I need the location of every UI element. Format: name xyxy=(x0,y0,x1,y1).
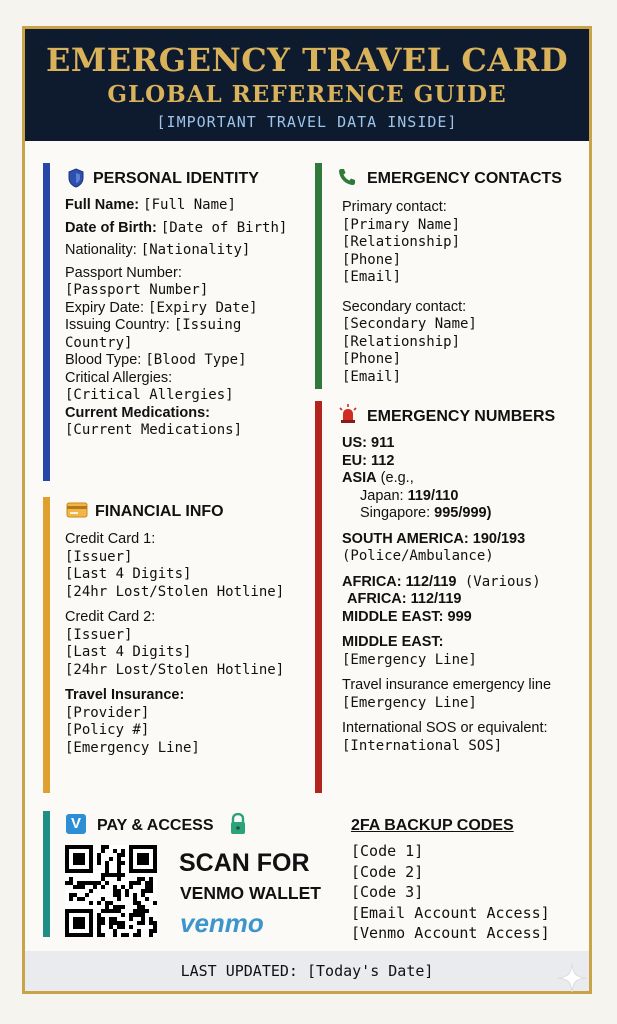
cc1-label: Credit Card 1: xyxy=(65,531,156,547)
numbers-bar xyxy=(315,401,322,793)
card-title: EMERGENCY TRAVEL CARD xyxy=(45,41,569,79)
japan-value: 119/110 xyxy=(407,487,459,504)
passport-value: [Passport Number] xyxy=(65,282,209,298)
issuing-value: [Issuing xyxy=(173,317,242,333)
scan-for-label: SCAN FOR xyxy=(179,849,310,877)
travel-card xyxy=(22,26,592,994)
dob-label: Date of Birth: xyxy=(65,219,157,236)
backup-codes-section xyxy=(347,811,587,941)
primary-phone: [Phone] xyxy=(342,251,402,268)
cc1-hotline: [24hr Lost/Stolen Hotline] xyxy=(65,583,285,600)
expiry-row xyxy=(65,300,287,318)
africa-number-2: AFRICA: 112/119 xyxy=(347,591,462,607)
japan-row xyxy=(342,488,551,506)
number-us: US: 911 xyxy=(342,435,395,451)
cc2-digits: [Last 4 Digits] xyxy=(65,644,192,660)
shield-icon xyxy=(67,168,85,188)
cc2-issuer: [Issuer] xyxy=(65,626,133,643)
insurance-emergency-line: [Emergency Line] xyxy=(342,694,477,711)
lock-icon xyxy=(229,813,247,835)
financial-fields xyxy=(65,531,284,757)
dob-row xyxy=(65,220,287,238)
primary-contact-label: Primary contact: xyxy=(342,199,447,215)
card-tagline: [IMPORTANT TRAVEL DATA INSIDE] xyxy=(156,113,458,131)
asia-eg: (e.g., xyxy=(376,470,414,486)
number-eu: EU: 112 xyxy=(342,452,395,469)
personal-identity-section xyxy=(43,163,303,481)
blood-value: [Blood Type] xyxy=(145,352,247,368)
insurance-provider: [Provider] xyxy=(65,704,150,721)
pay-access-section xyxy=(43,811,333,937)
primary-relationship: [Relationship] xyxy=(342,234,461,250)
contacts-bar xyxy=(315,163,322,389)
backup-codes-list xyxy=(351,841,550,944)
number-south-america: SOUTH AMERICA: 190/193 xyxy=(342,530,526,547)
backup-email-access: [Email Account Access] xyxy=(351,903,550,922)
venmo-logo: venmo xyxy=(180,908,264,938)
full-name-row xyxy=(65,197,287,215)
backup-code-3: [Code 3] xyxy=(351,883,424,901)
venmo-badge-icon: V xyxy=(66,814,86,834)
venmo-wallet-label: VENMO WALLET xyxy=(180,883,321,903)
primary-name: [Primary Name] xyxy=(342,216,461,233)
financial-title: FINANCIAL INFO xyxy=(95,503,224,520)
asia-row xyxy=(342,470,551,488)
financial-bar xyxy=(43,497,50,793)
personal-fields xyxy=(65,197,287,440)
cc2-label: Credit Card 2: xyxy=(65,609,156,625)
africa-row-1 xyxy=(342,574,551,592)
sparkle-icon xyxy=(556,962,588,994)
medications-label: Current Medications: xyxy=(65,404,211,421)
singapore-label: Singapore: xyxy=(360,505,435,521)
blood-row xyxy=(65,352,287,370)
cc1-issuer: [Issuer] xyxy=(65,548,133,565)
qr-code-icon[interactable] xyxy=(65,845,157,937)
japan-label: Japan: xyxy=(360,487,408,504)
dob-value: [Date of Birth] xyxy=(160,219,288,236)
secondary-contact-label: Secondary contact: xyxy=(342,298,467,315)
medications-value: [Current Medications] xyxy=(65,422,243,438)
secondary-relationship: [Relationship] xyxy=(342,333,461,350)
full-name-value: [Full Name] xyxy=(143,197,236,213)
sos-value: [International SOS] xyxy=(342,737,503,754)
secondary-phone: [Phone] xyxy=(342,351,402,367)
middle-east-label: MIDDLE EAST: xyxy=(342,634,444,650)
cc2-hotline: [24hr Lost/Stolen Hotline] xyxy=(65,661,285,678)
emergency-contacts-section xyxy=(315,163,585,389)
allergies-value: [Critical Allergies] xyxy=(65,387,234,403)
nationality-value: [Nationality] xyxy=(140,242,251,258)
singapore-value: 995/999) xyxy=(434,505,492,521)
credit-card-icon xyxy=(66,502,88,518)
emergency-numbers-section xyxy=(315,401,585,793)
primary-email: [Email] xyxy=(342,269,402,285)
south-america-note: (Police/Ambulance) xyxy=(342,548,494,564)
contacts-title: EMERGENCY CONTACTS xyxy=(367,170,562,187)
insurance-line-label: Travel insurance emergency line xyxy=(342,677,552,693)
phone-icon xyxy=(337,167,357,187)
insurance-policy: [Policy #] xyxy=(65,722,150,738)
insurance-line: [Emergency Line] xyxy=(65,739,200,756)
expiry-value: [Expiry Date] xyxy=(148,299,258,316)
backup-title: 2FA BACKUP CODES xyxy=(351,817,514,834)
singapore-row xyxy=(342,505,551,523)
issuing-row xyxy=(65,317,287,335)
pay-title: PAY & ACCESS xyxy=(97,817,214,834)
financial-info-section xyxy=(43,497,303,793)
cc1-digits: [Last 4 Digits] xyxy=(65,566,192,582)
nationality-row xyxy=(65,242,287,260)
card-subtitle: GLOBAL REFERENCE GUIDE xyxy=(107,81,507,108)
expiry-label: Expiry Date: xyxy=(65,299,144,316)
siren-icon xyxy=(337,403,359,425)
secondary-email: [Email] xyxy=(342,368,402,385)
insurance-label: Travel Insurance: xyxy=(65,687,185,703)
middle-east-number: MIDDLE EAST: 999 xyxy=(342,608,472,625)
backup-code-2: [Code 2] xyxy=(351,862,424,881)
issuing-label: Issuing Country: xyxy=(65,317,170,333)
pay-bar xyxy=(43,811,50,937)
contacts-fields xyxy=(342,199,477,386)
numbers-list xyxy=(342,435,551,755)
sos-label: International SOS or equivalent: xyxy=(342,720,548,736)
africa-note: (Various) xyxy=(456,573,541,590)
nationality-label: Nationality: xyxy=(65,242,137,258)
numbers-title: EMERGENCY NUMBERS xyxy=(367,408,556,425)
middle-east-line: [Emergency Line] xyxy=(342,651,477,668)
full-name-label: Full Name: xyxy=(65,197,140,213)
card-header xyxy=(25,29,589,141)
personal-title: PERSONAL IDENTITY xyxy=(93,170,259,187)
asia-label: ASIA xyxy=(342,470,377,486)
backup-code-1: [Code 1] xyxy=(351,842,424,860)
blood-label: Blood Type: xyxy=(65,352,142,368)
issuing-value-cont: Country] xyxy=(65,334,133,351)
allergies-label: Critical Allergies: xyxy=(65,369,173,386)
personal-bar xyxy=(43,163,50,481)
passport-label: Passport Number: xyxy=(65,264,182,281)
backup-venmo-access: [Venmo Account Access] xyxy=(351,924,550,942)
secondary-name: [Secondary Name] xyxy=(342,316,477,332)
last-updated-footer: LAST UPDATED: [Today's Date] xyxy=(25,951,589,991)
africa-number-1: AFRICA: 112/119 xyxy=(342,573,457,590)
